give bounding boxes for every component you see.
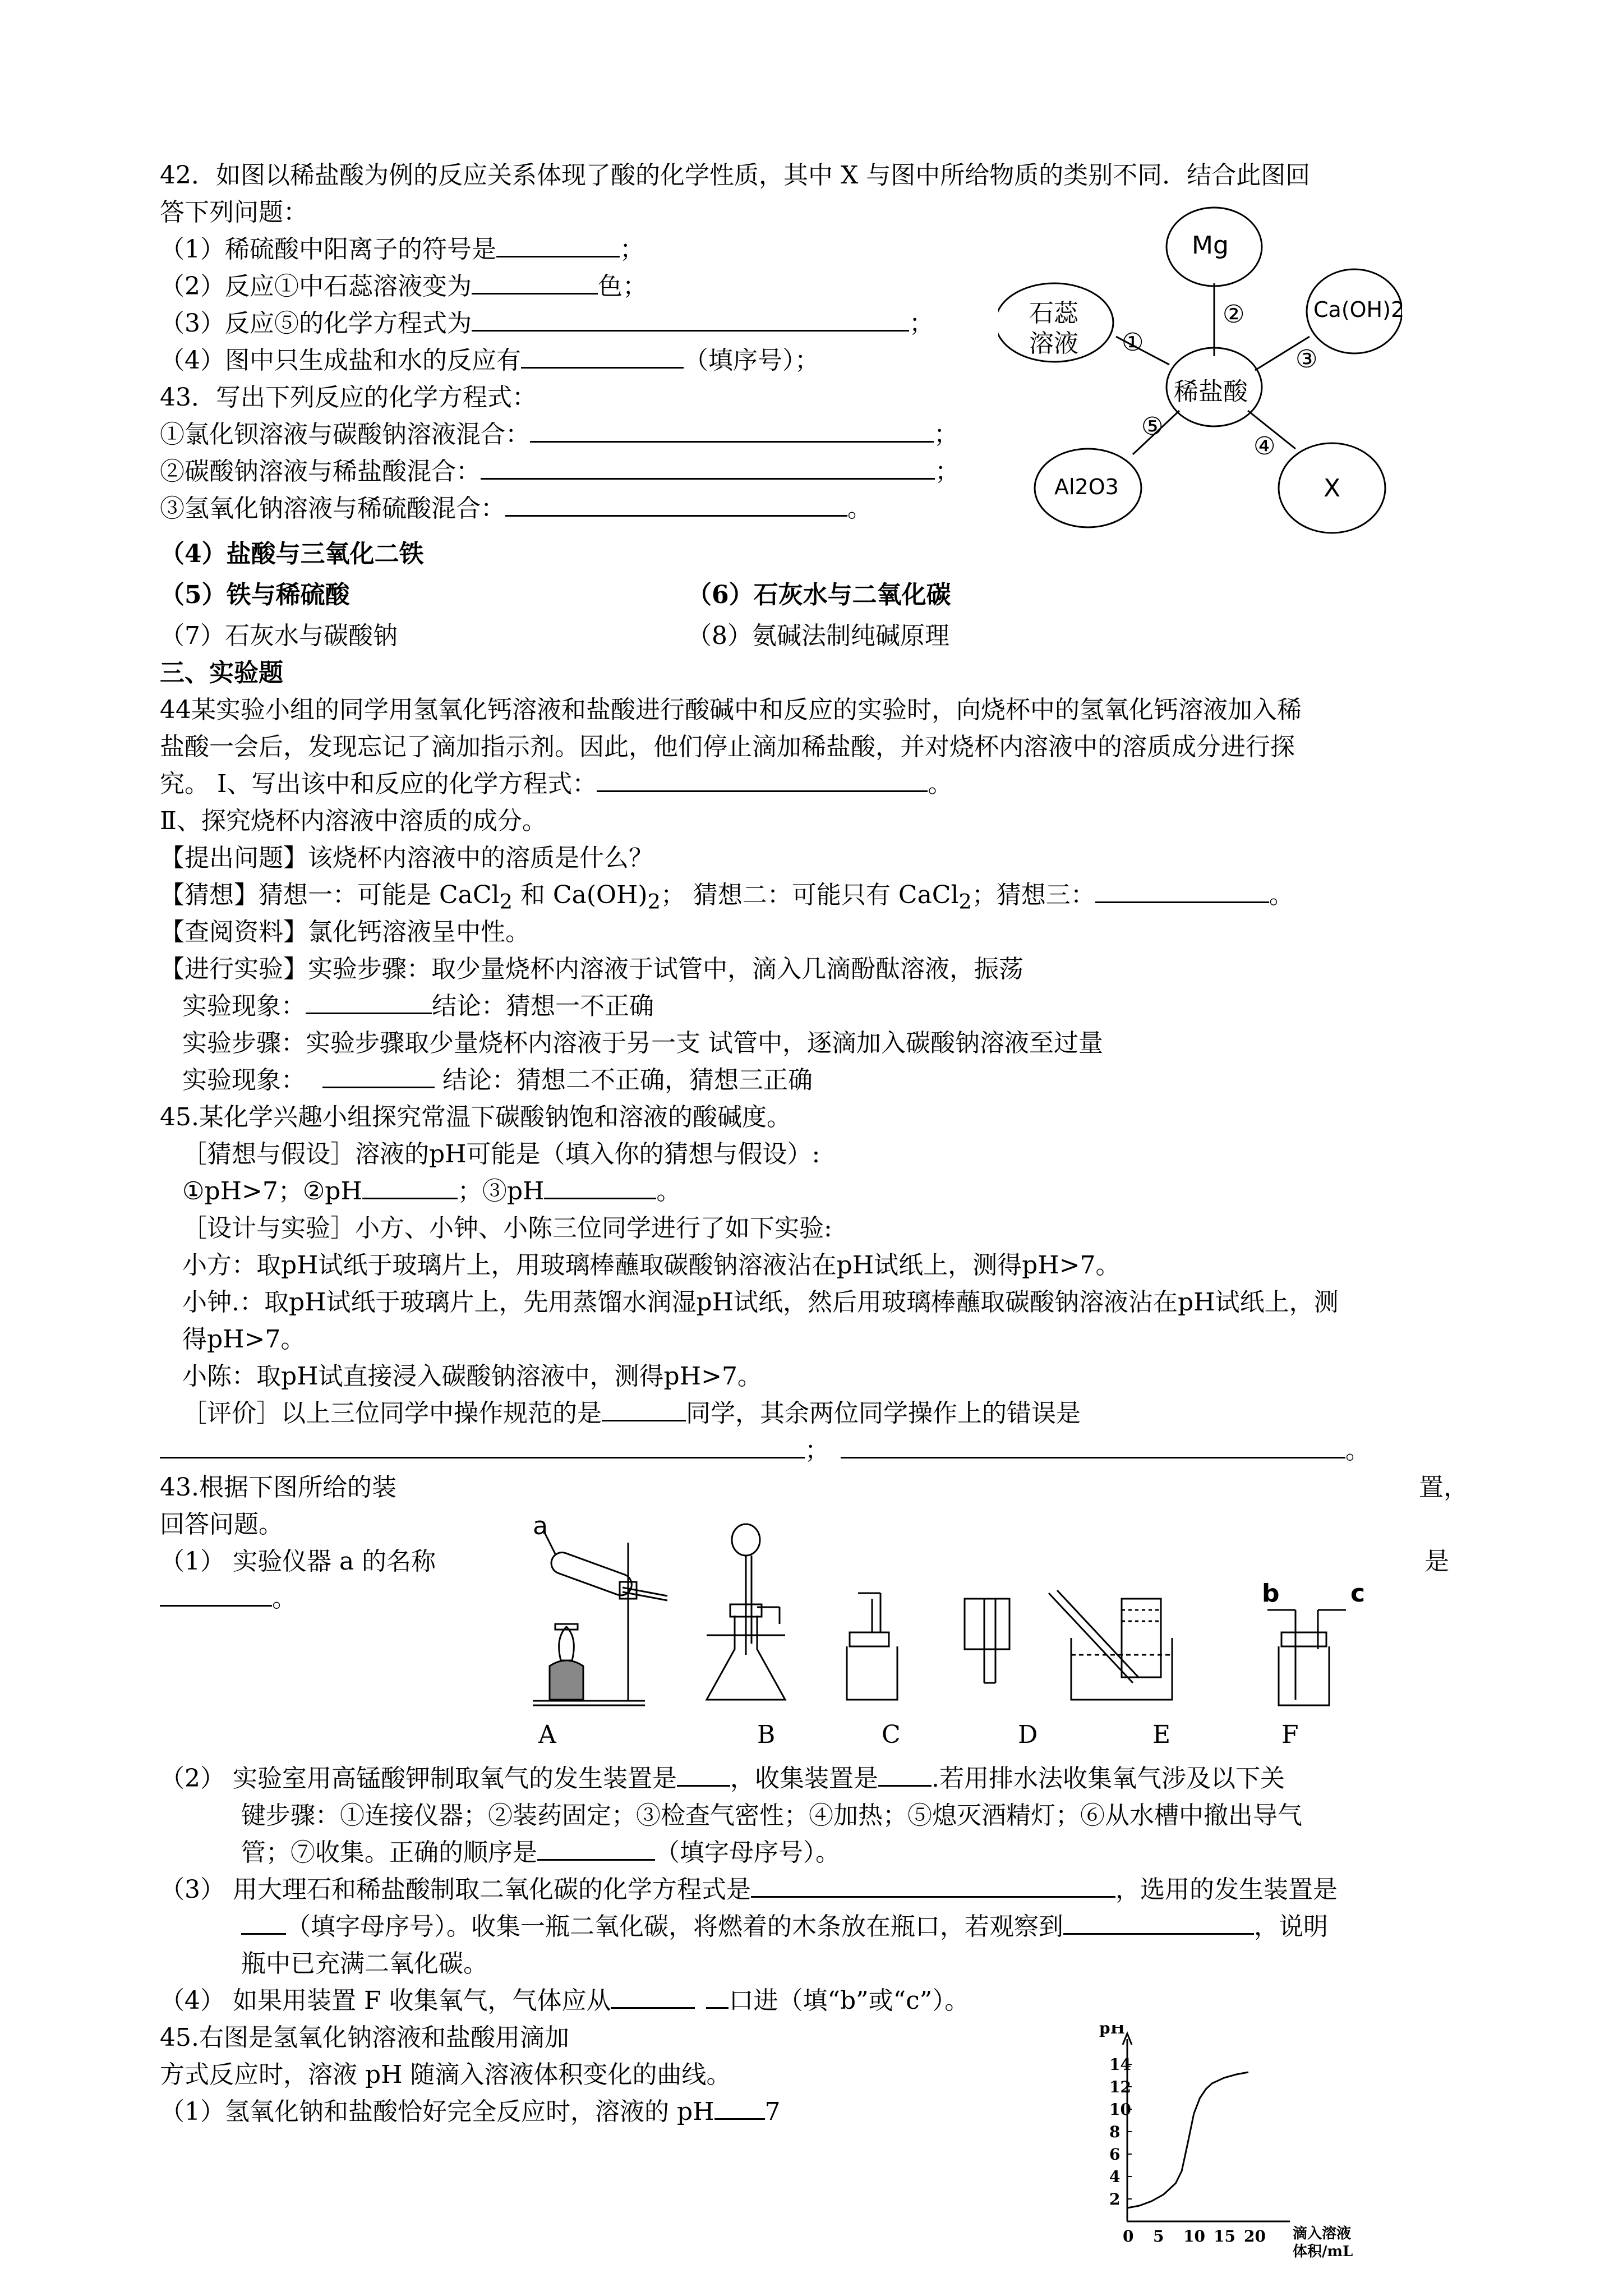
q44-guess3-blank[interactable]: [1095, 877, 1269, 903]
y-tick-label: 6: [1109, 2145, 1121, 2164]
apparatus-letter-e: E: [1152, 1720, 1171, 1749]
q44-phenomenon2-label: 实验现象：: [182, 1066, 306, 1094]
q45a-line9: [182, 1395, 1081, 1432]
q43a-reaction5: （5）铁与稀硫酸: [160, 581, 350, 609]
q42-part3-end: ；: [909, 309, 934, 338]
q45a-line3: [182, 1173, 681, 1210]
q44-conclusion2: 结论：猜想二不正确，猜想三正确: [435, 1066, 813, 1094]
mg-label: Mg: [1192, 231, 1229, 260]
q44-line10: 实验步骤：实验步骤取少量烧杯内溶液于另一支 试管中，逐滴加入碳酸钠溶液至过量: [182, 1029, 1103, 1057]
q43b-part2-c: .若用排水法收集氧气涉及以下关: [931, 1764, 1285, 1793]
q43b-part3-line2: [241, 1908, 1328, 1945]
q45a-correct-student-blank[interactable]: [602, 1395, 686, 1421]
q43b-part3-line1: [160, 1871, 1338, 1908]
apparatus-d: [965, 1599, 1009, 1683]
q42-part4-blank[interactable]: [521, 342, 684, 369]
q44-line3-end: 。: [928, 770, 953, 798]
x-tick-label: 10: [1183, 2227, 1205, 2246]
apparatus-b: [707, 1524, 785, 1700]
q43b-line2: 回答问题。: [160, 1510, 283, 1539]
q44-line7: 【查阅资料】氯化钙溶液呈中性。: [160, 918, 530, 946]
q43b-co2-equation-blank[interactable]: [751, 1871, 1115, 1898]
q43a-reaction2-end: ；: [935, 457, 960, 486]
q42-part2-text: （2）反应①中石蕊溶液变为: [160, 272, 472, 301]
q43b-part2-e: 管；⑦收集。正确的顺序是: [241, 1838, 537, 1867]
apparatus-letter-d: D: [1018, 1720, 1038, 1749]
q42-part1-text: （1）稀硫酸中阳离子的符号是: [160, 235, 496, 264]
q42-part1-blank[interactable]: [496, 231, 620, 257]
q44-line1: 44某实验小组的同学用氢氧化钙溶液和盐酸进行酸碱中和反应的实验时，向烧杯中的氢氧化钙溶液加入稀: [160, 696, 1302, 724]
q42-part3: [160, 305, 934, 342]
q45a-error2-blank[interactable]: [841, 1432, 1345, 1458]
q43b-part2-line3: [241, 1834, 840, 1871]
apparatus-f-c-label: c: [1350, 1579, 1366, 1608]
x-axis-label-line2: 体积/mL: [1293, 2243, 1353, 2260]
q43b-instrument-a-blank[interactable]: [160, 1580, 272, 1607]
q44-equation-blank[interactable]: [597, 766, 928, 792]
q44-sub2: 2: [647, 889, 661, 914]
acid-reaction-diagram: [998, 191, 1405, 561]
q44-line9: [182, 988, 654, 1025]
q43a-reaction3-end: 。: [847, 494, 872, 523]
y-tick-label: 4: [1109, 2168, 1121, 2186]
q44-guess1-a: 【猜想】猜想一：可能是 CaCl: [160, 881, 500, 909]
q42-part3-text: （3）反应⑤的化学方程式为: [160, 309, 472, 338]
q42-part2: [160, 268, 647, 305]
q45a-line6: 小钟.：取pH试纸于玻璃片上，先用蒸馏水润湿pH试纸，然后用玻璃棒蘸取碳酸钠溶液沾在pH试纸上，测: [182, 1288, 1339, 1317]
q43b-part2-b: ，收集装置是: [730, 1764, 878, 1793]
q43b-line3a: （1） 实验仪器 a 的名称: [160, 1547, 436, 1576]
y-tick-label: 12: [1109, 2078, 1131, 2096]
q43b-collector-blank[interactable]: [878, 1760, 932, 1787]
reaction-2-number: ②: [1223, 300, 1245, 329]
q43b-inlet-blank-2[interactable]: [706, 1982, 728, 2009]
q45a-error1-blank[interactable]: [160, 1432, 805, 1458]
q45a-line4: ［设计与实验］小方、小钟、小陈三位同学进行了如下实验:: [182, 1214, 832, 1243]
litmus-label-2: 溶液: [1029, 329, 1078, 358]
q45a-line1: 45.某化学兴趣小组探究常温下碳酸钠饱和溶液的酸碱度。: [160, 1103, 791, 1131]
q43a-reaction8: （8）氨碱法制纯碱原理: [687, 622, 949, 650]
q42-part2-end: 色；: [598, 272, 647, 301]
y-tick-label: 2: [1109, 2190, 1121, 2208]
x-tick-label: 15: [1214, 2227, 1235, 2246]
reaction-5-number: ⑤: [1141, 412, 1164, 441]
q44-guess3: ；猜想三：: [971, 881, 1095, 909]
q42-part3-blank[interactable]: [472, 305, 909, 332]
q45a-line7: 得pH>7。: [182, 1325, 306, 1354]
q45b-line3-seven: 7: [764, 2097, 781, 2126]
q44-line11: [182, 1062, 813, 1099]
q44-line5: 【提出问题】该烧杯内溶液中的溶质是什么？: [160, 844, 653, 872]
q45a-error-text: 同学，其余两位同学操作上的错误是: [686, 1399, 1081, 1428]
ph-curve-chart: [1088, 2025, 1402, 2272]
q43b-observation-blank[interactable]: [1063, 1908, 1254, 1935]
q45b-line2: 方式反应时，溶液 pH 随滴入溶液体积变化的曲线。: [160, 2060, 731, 2089]
q44-phenomenon1-blank[interactable]: [306, 988, 432, 1014]
q43b-part2-line1: [160, 1760, 1285, 1797]
caoh2-label: Ca(OH)2: [1313, 297, 1405, 322]
q44-line4: Ⅱ、探究烧杯内溶液中溶质的成分。: [160, 807, 547, 835]
x-label: X: [1324, 474, 1341, 503]
q45a-guess3-blank[interactable]: [544, 1173, 656, 1199]
q45a-line10-mid: ；: [805, 1436, 829, 1465]
q43a-reaction2-text: ②碳酸钠溶液与稀盐酸混合：: [160, 457, 481, 486]
q45a-guess-3: ；③pH: [457, 1177, 545, 1205]
q43b-line4: [160, 1580, 297, 1617]
apparatus-figure: [522, 1512, 1430, 1722]
y-tick-label: 10: [1109, 2100, 1131, 2119]
q43a-reaction3-blank[interactable]: [505, 490, 847, 517]
q45a-line8: 小陈：取pH试直接浸入碳酸钠溶液中，测得pH>7。: [182, 1362, 762, 1391]
q43b-part2-line2: 键步骤：①连接仪器；②装药固定；③检查气密性；④加热；⑤熄灭酒精灯；⑥从水槽中撤出导气: [241, 1801, 1302, 1830]
y-tick-label: 14: [1109, 2055, 1131, 2074]
reaction-4-number: ④: [1253, 432, 1276, 461]
q43a-reaction2: [160, 453, 960, 490]
q44-line8: 【进行实验】实验步骤：取少量烧杯内溶液于试管中，滴入几滴酚酞溶液，振荡: [160, 955, 1023, 983]
x-tick-label: 0: [1123, 2227, 1134, 2246]
q45b-ph-blank[interactable]: [714, 2093, 765, 2120]
q45a-line5: 小方：取pH试纸于玻璃片上，用玻璃棒蘸取碳酸钠溶液沾在pH试纸上，测得pH>7。: [182, 1251, 1121, 1280]
q43b-co2-apparatus-blank[interactable]: [241, 1908, 286, 1935]
q43b-part3-d: ，说明: [1254, 1912, 1328, 1941]
q44-guess1-b: 和 Ca(OH): [512, 881, 648, 909]
q43b-order-blank[interactable]: [537, 1834, 655, 1861]
q43b-part4-a: （4） 如果用装置 F 收集氧气，气体应从: [160, 1986, 611, 2015]
y-axis-label: pH: [1099, 2025, 1126, 2037]
q44-sub3: 2: [958, 889, 972, 914]
q42-part1: [160, 231, 644, 268]
q42-part2-blank[interactable]: [472, 268, 598, 295]
q43b-part4: [160, 1982, 969, 2019]
q42-stem-line1: 42．如图以稀盐酸为例的反应关系体现了酸的化学性质，其中 X 与图中所给物质的类别不同．结合此图回: [160, 161, 1311, 190]
q43a-reaction4: （4）盐酸与三氧化二铁: [160, 540, 424, 568]
q43a-reaction1-blank[interactable]: [530, 416, 934, 443]
q45a-guess-1: ①pH>7；②pH: [182, 1177, 362, 1205]
q43a-reaction7: （7）石灰水与碳酸钠: [160, 622, 398, 650]
q42-part1-end: ；: [620, 235, 644, 264]
q42-stem-line2: 答下列问题：: [160, 198, 308, 227]
apparatus-f: [1267, 1610, 1346, 1705]
x-tick-label: 20: [1244, 2227, 1266, 2246]
q43a-reaction1-text: ①氯化钡溶液与碳酸钠溶液混合：: [160, 420, 530, 449]
apparatus-e: [1049, 1590, 1172, 1700]
section-title-experiment: 三、实验题: [160, 659, 283, 687]
q43a-reaction1-end: ；: [934, 420, 958, 449]
apparatus-letter-f: F: [1281, 1720, 1299, 1749]
q44-guess2: ； 猜想二：可能只有 CaCl: [660, 881, 959, 909]
reaction-3-number: ③: [1295, 345, 1318, 374]
q43b-inlet-blank-1[interactable]: [611, 1982, 695, 2009]
q45b-line3: [160, 2093, 781, 2131]
apparatus-letter-c: C: [882, 1720, 901, 1749]
q42-part4: [160, 342, 819, 379]
q43b-part3-c: （填字母序号）。收集一瓶二氧化碳，将燃着的木条放在瓶口，若观察到: [286, 1912, 1063, 1941]
q45a-line2: ［猜想与假设］溶液的pH可能是（填入你的猜想与假设）:: [182, 1140, 820, 1168]
q45a-line3-end: 。: [656, 1177, 681, 1205]
q43b-line4-end: 。: [272, 1584, 297, 1613]
ph-curve-line: [1127, 2072, 1248, 2208]
q44-sub1: 2: [499, 889, 513, 914]
q45a-line10-end: 。: [1345, 1436, 1370, 1465]
q45a-evaluation-text: ［评价］以上三位同学中操作规范的是: [182, 1399, 602, 1428]
q44-line2: 盐酸一会后，发现忘记了滴加指示剂。因此，他们停止滴加稀盐酸，并对烧杯内溶液中的溶质成分进行探: [160, 733, 1295, 761]
q43b-part3-line3: 瓶中已充满二氧化碳。: [241, 1949, 488, 1978]
q42-part4-text: （4）图中只生成盐和水的反应有: [160, 346, 521, 375]
apparatus-a-label: a: [533, 1512, 548, 1540]
q44-phenomenon1-label: 实验现象：: [182, 992, 306, 1020]
apparatus-svg: [522, 1520, 1430, 1722]
reaction-1-number: ①: [1122, 328, 1144, 357]
q44-phenomenon2-blank[interactable]: [322, 1062, 435, 1088]
y-tick-label: 8: [1109, 2123, 1121, 2141]
q43a-reaction6: （6）石灰水与二氧化碳: [687, 581, 951, 609]
q43b-part2-a: （2） 实验室用高锰酸钾制取氧气的发生装置是: [160, 1764, 677, 1793]
apparatus-a: [533, 1531, 667, 1705]
q44-line6-end: 。: [1269, 881, 1294, 909]
q45a-guess2-blank[interactable]: [362, 1173, 458, 1199]
q45b-line1: 45.右图是氢氧化钠溶液和盐酸用滴加: [160, 2023, 569, 2052]
q43b-part2-f: （填字母序号）。: [655, 1838, 840, 1867]
apparatus-c: [847, 1593, 897, 1700]
q42-part4-end: （填序号）；: [684, 346, 819, 375]
al2o3-label: Al2O3: [1054, 475, 1119, 499]
q44-line3-text: 究。 Ⅰ、写出该中和反应的化学方程式：: [160, 770, 597, 798]
apparatus-f-b-label: b: [1262, 1579, 1280, 1608]
q43b-line3b: 是: [1424, 1547, 1449, 1576]
q44-line3: [160, 766, 952, 803]
q43a-reaction3-text: ③氢氧化钠溶液与稀硫酸混合：: [160, 494, 505, 523]
q43b-line1b: 置，: [1419, 1473, 1468, 1502]
q43a-reaction1: [160, 416, 958, 453]
apparatus-letter-a: A: [538, 1720, 556, 1749]
ph-curve-svg: [1088, 2025, 1402, 2272]
q43b-line1a: 43.根据下图所给的装: [160, 1473, 396, 1502]
q44-conclusion1: 结论：猜想一不正确: [432, 992, 654, 1020]
dilute-hcl-label: 稀盐酸: [1174, 378, 1248, 406]
apparatus-letter-b: B: [757, 1720, 776, 1749]
q43b-generator-blank[interactable]: [677, 1760, 730, 1787]
x-tick-label: 5: [1153, 2227, 1164, 2246]
litmus-label-1: 石蕊: [1029, 299, 1078, 328]
q43b-part4-b: 口进（填“b”或“c”）。: [728, 1986, 970, 2015]
q43b-part3-b: ，选用的发生装置是: [1115, 1875, 1338, 1904]
q43b-part3-a: （3） 用大理石和稀盐酸制取二氧化碳的化学方程式是: [160, 1875, 751, 1904]
q43a-reaction2-blank[interactable]: [481, 453, 935, 480]
q45b-line3-text: （1）氢氧化钠和盐酸恰好完全反应时，溶液的 pH: [160, 2097, 714, 2126]
q43a-stem: 43．写出下列反应的化学方程式：: [160, 383, 537, 412]
q45a-line10: [160, 1432, 1370, 1469]
q43a-reaction3: [160, 490, 872, 527]
x-axis-label-line1: 滴入溶液: [1293, 2225, 1352, 2242]
